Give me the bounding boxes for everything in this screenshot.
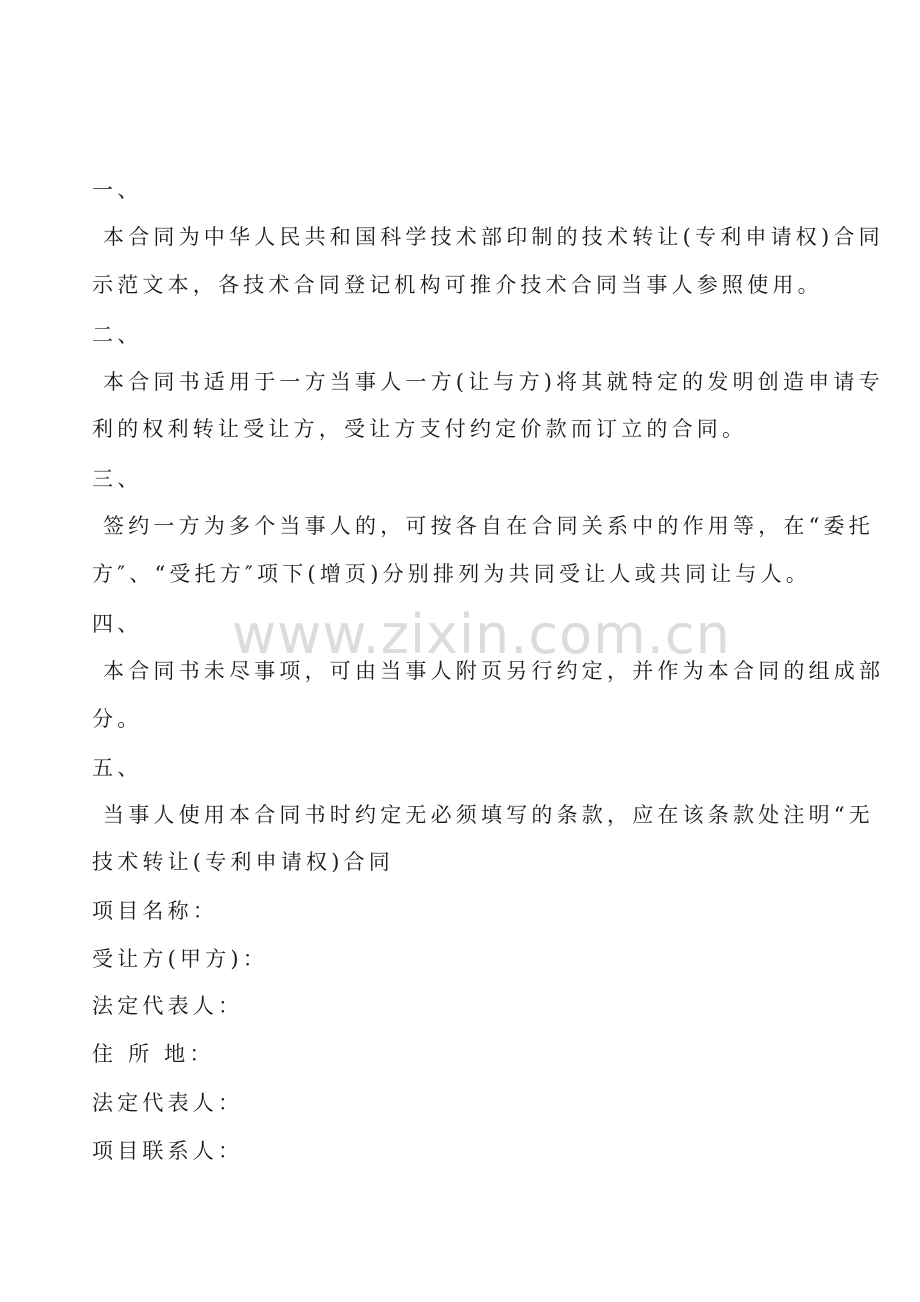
section-text-line: 本合同书适用于一方当事人一方(让与方)将其就特定的发明创造申请专 [103,370,884,394]
field-legal-representative-label: 法定代表人： [92,994,244,1018]
watermark: www.zixin.com.cn [232,603,731,666]
section-number: 二、 [92,323,143,347]
field-legal-representative-label: 法定代表人： [92,1091,244,1115]
section-text-line: 本合同为中华人民共和国科学技术部印制的技术转让(专利申请权)合同 [103,225,884,249]
field-domicile-label: 住 所 地： [92,1042,215,1066]
section-text-line: 本合同书未尽事项，可由当事人附页另行约定，并作为本合同的组成部 [103,659,885,683]
section-number: 一、 [92,178,143,202]
section-text-line: 利的权利转让受让方，受让方支付约定价款而订立的合同。 [92,417,748,441]
section-text-line: 分。 [92,707,143,731]
section-text-line: 方″、“受托方″项下(增页)分别排列为共同受让人或共同让与人。 [92,562,812,586]
field-assignee-label: 受让方(甲方)： [92,947,268,971]
field-project-contact-label: 项目联系人： [92,1139,244,1163]
section-text-line: 签约一方为多个当事人的，可按各自在合同关系中的作用等，在“委托 [103,514,874,538]
section-number: 三、 [92,467,143,491]
section-number: 五、 [92,756,143,780]
section-text-line: 当事人使用本合同书时约定无必须填写的条款，应在该条款处注明“无 [103,803,874,827]
section-text-line: 示范文本，各技术合同登记机构可推介技术合同当事人参照使用。 [92,273,823,297]
contract-title: 技术转让(专利申请权)合同 [92,850,394,874]
section-number: 四、 [92,612,143,636]
field-project-name-label: 项目名称： [92,899,218,923]
